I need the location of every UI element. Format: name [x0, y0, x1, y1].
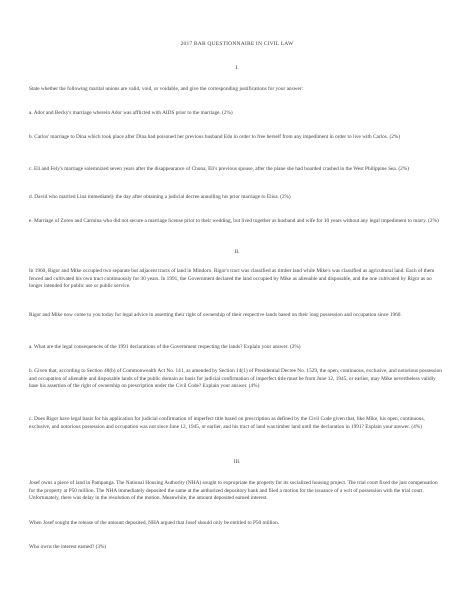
question-2a: a. What are the legal consequences of the 1991 declarations of the Government respecting the lands? Explain your answer. (2%) — [29, 344, 301, 350]
section-3-argument: When Josef sought the release of the amount deposited, NHA argued that Josef should only be entitled to P50 million. — [29, 520, 280, 526]
question-3: Who owns the interest earned? (3%) — [29, 544, 107, 550]
section-numeral-3: III. — [233, 459, 241, 465]
question-2c: c. Does Rigor have legal basis for his application for judicial confirmation of imperfect title based on prescription as defined by the Civil Code given that, like Mike, his open, continuous, exclusive, and notorious possession and occupation was not since June 12, 1945, or earlier, and his tract of land was timber land until the declaration in 1991? Explain your answer. (4%) — [29, 416, 425, 430]
section-2-facts: In 1960, Rigor and Mike occupied two separate but adjacent tracts of land in Mindoro. Rigor's tract was classified as timber land while Mike's was classified as agricultural land. Each of them fenced and cultivated his own tract continuously for 30 years. In 1991, the Government declared the land occupied by Mike as alienable and disposable, and the one cultivated by Rigor as no longer intended for public use or public service. — [29, 268, 435, 290]
section-1-instruction: State whether the following marital unions are valid, void, or voidable, and give the corresponding justifications for your answer: — [29, 86, 304, 92]
question-1b: b. Carlos' marriage to Dina which took place after Dina had poisoned her previous husband Edu in order to free herself from any impediment in order to live with Carlos. (2%) — [29, 134, 401, 140]
question-1d: d. David who married Lina immediately the day after obtaining a judicial decree annulling his prior marriage to Elisa. (2%) — [29, 194, 291, 200]
question-2b: b. Given that, according to Section 48(b) of Commonwealth Act No. 141, as amended by Section 14(1) of Presidential Decree No. 1529, the open, continuous, exclusive, and notorious possession and occupation of alienable and disposable lands of the public domain as basis for judicial confirmation of imperfect title must be from June 12, 1945, or earlier, may Mike nevertheless validly base his assertion of the right of ownership on prescription under the Civil Code? Explain your answer. (4%) — [29, 368, 442, 390]
question-1a: a. Ador and Becky's marriage wherein Ador was afflicted with AIDS prior to the marriage. (2%) — [29, 110, 233, 116]
section-3-facts: Josef owns a piece of land in Pampanga. The National Housing Authority (NHA) sought to expropriate the property for its socialized housing project. The trial court fixed the just compensation for the property at P50 million. The NHA immediately deposited the same at the authorized depository bank and filed a motion for the issuance of a writ of possession with the trial court. Unfortunately, there was delay in the resolution of the motion. Meanwhile, the amount deposited earned interest. — [29, 480, 438, 502]
question-1e: e. Marriage of Zoren and Carmina who did not secure a marriage license prior to their wedding, but lived together as husband and wife for 10 years without any legal impediment to marry. (2%) — [29, 218, 439, 224]
section-numeral-2: II. — [234, 249, 240, 255]
question-1c: c. Eli and Fely's marriage solemnized seven years after the disappearance of Chona, Eli's previous spouse, after the plane she had boarded crashed in the West Philippine Sea. (2%) — [29, 166, 409, 172]
section-2-request: Rigor and Mike now come to you today for legal advice in asserting their right of ownership of their respective lands based on their long possession and occupation since 1960. — [29, 312, 402, 318]
section-numeral-1: I. — [235, 65, 239, 71]
document-title: 2017 BAR QUESTIONNAIRE IN CIVIL LAW — [180, 41, 294, 47]
